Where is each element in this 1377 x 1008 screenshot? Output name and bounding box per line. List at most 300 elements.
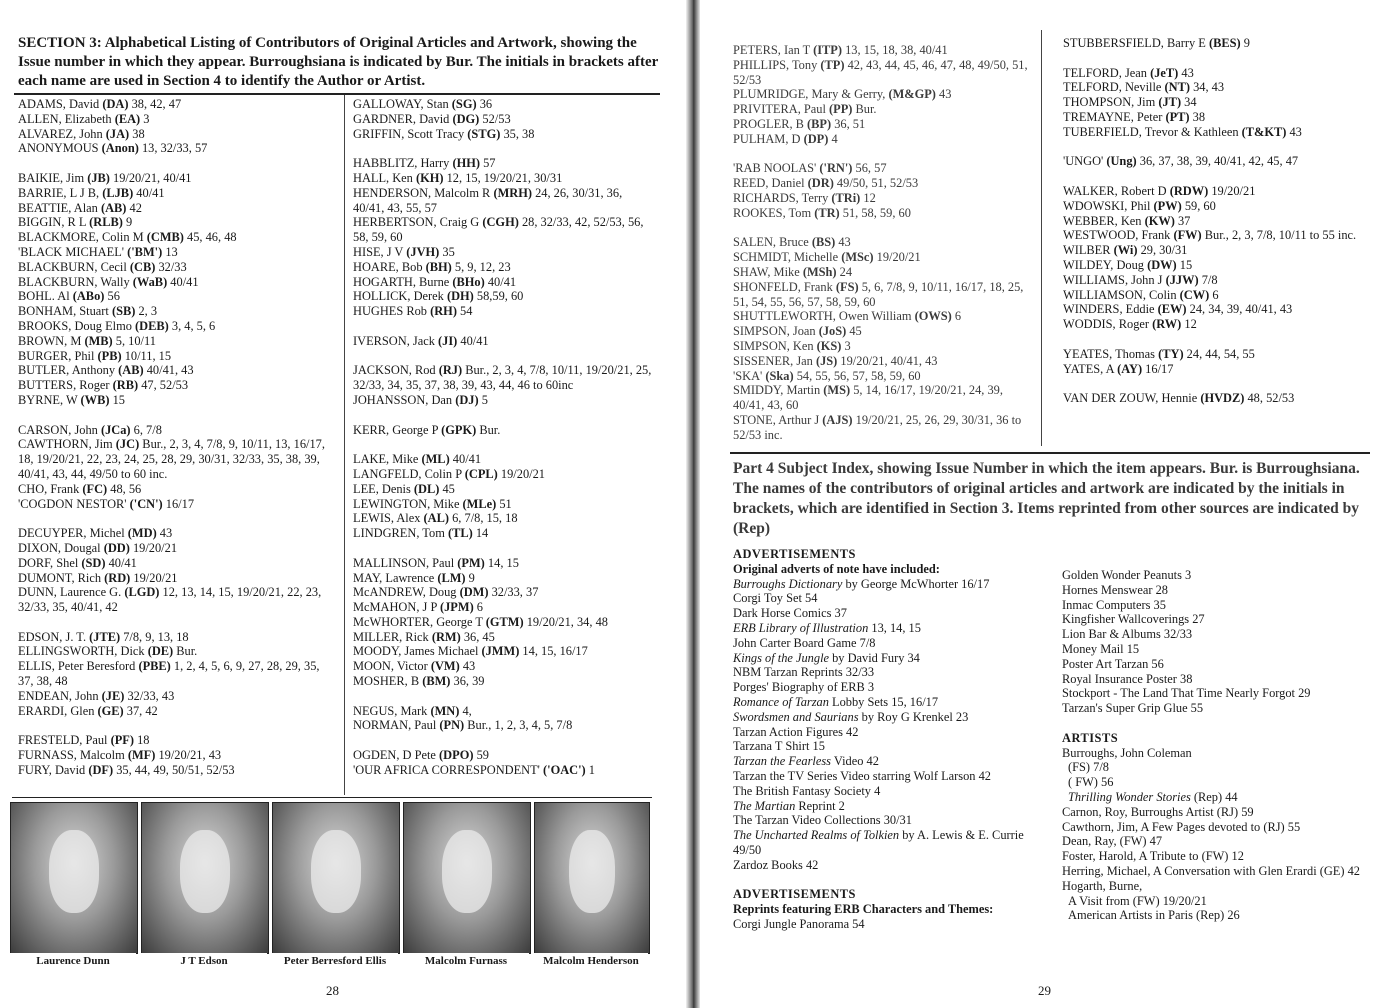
page-28 xyxy=(0,0,686,1008)
index-item-text: Money Mail 15 xyxy=(1062,641,1140,656)
index-item xyxy=(1062,760,1362,775)
contributor-entry xyxy=(1063,154,1363,169)
contributor-issues: 49/50, 51, 52/53 xyxy=(833,176,919,191)
contributor-name: HISE, J V xyxy=(353,244,407,259)
contributor-name: GRIFFIN, Scott Tracy xyxy=(353,126,468,141)
contributor-name: BUTLER, Anthony xyxy=(18,363,119,378)
contributor-entry xyxy=(733,117,1033,132)
contributor-issues: 6 xyxy=(1209,287,1219,302)
index-item xyxy=(733,725,1033,740)
contributor-name: WEBBER, Ken xyxy=(1063,213,1145,228)
contributor-entry xyxy=(18,112,336,127)
contributor-entry xyxy=(353,260,653,275)
contributor-entry xyxy=(18,630,336,645)
index-item-text: Cawthorn, Jim, A Few Pages devoted to (RJ) 55 xyxy=(1062,819,1301,834)
contributor-entry xyxy=(733,235,1033,250)
index-subheading: ADVERTISEMENTS xyxy=(733,887,856,902)
page-number: 28 xyxy=(326,983,339,998)
contributor-issues: 12 xyxy=(1181,317,1197,332)
spacer xyxy=(18,718,336,733)
contributor-issues: 40/41 xyxy=(457,333,489,348)
contributor-issues: 54 xyxy=(456,304,473,319)
index-item-text: by George McWhorter 16/17 xyxy=(842,576,990,591)
index-item-title: The Martian xyxy=(733,798,796,813)
contributor-name: LANGFELD, Colin P xyxy=(353,466,465,481)
contributor-entry xyxy=(18,186,336,201)
column-divider xyxy=(1041,30,1042,446)
spacer xyxy=(353,541,653,556)
index-item xyxy=(1062,642,1362,657)
contributor-entry xyxy=(18,245,336,260)
contributor-initials: (OWS) xyxy=(914,309,952,324)
contributor-initials: (CGH) xyxy=(482,215,519,230)
contributor-name: FURY, David xyxy=(18,762,89,777)
contributor-entry xyxy=(1063,243,1363,258)
contributor-initials: (BHo) xyxy=(452,274,485,289)
contributor-entry xyxy=(353,704,653,719)
contributor-entry xyxy=(733,191,1033,206)
contributor-initials: (CPL) xyxy=(464,466,498,481)
contributor-issues: 35 xyxy=(439,244,455,259)
contributor-initials: (PW) xyxy=(1153,198,1182,213)
contributor-entry xyxy=(353,674,653,689)
contributor-entry xyxy=(1063,288,1363,303)
contributor-entry xyxy=(18,482,336,497)
contributor-initials: (JA) xyxy=(105,126,130,141)
index-item xyxy=(733,917,1033,932)
contributor-entry xyxy=(1063,95,1363,110)
contributor-name: BROOKS, Doug Elmo xyxy=(18,318,136,333)
contributor-issues: 3 xyxy=(140,111,150,126)
contributor-issues: 42, 43, 44, 45, 46, 47, 48, 49/50, 51, 52/53 xyxy=(733,57,1028,87)
contributor-initials: (JE) xyxy=(101,688,125,703)
index-item xyxy=(1062,612,1362,627)
contributor-issues: Bur., 1, 2, 3, 4, 5, 7/8 xyxy=(464,718,573,733)
contributor-name: ALVAREZ, John xyxy=(18,126,106,141)
contributor-name: EDSON, J. T. xyxy=(18,629,90,644)
contributor-initials: (DF) xyxy=(88,762,114,777)
index-item-text: (FS) 7/8 xyxy=(1068,760,1109,775)
photo-jt-edson xyxy=(141,802,269,954)
contributor-entry xyxy=(18,704,336,719)
contributor-entry xyxy=(1063,273,1363,288)
contributor-entry xyxy=(353,186,653,216)
contributor-name: ROOKES, Tom xyxy=(733,205,815,220)
contributor-name: LEE, Denis xyxy=(353,481,414,496)
contributor-initials: (PN) xyxy=(439,718,465,733)
contributor-issues: 19/20/21, 34, 48 xyxy=(523,614,608,629)
contributor-entry xyxy=(353,718,653,733)
photo-malcolm-furnass xyxy=(403,802,531,954)
contributor-name: NORMAN, Paul xyxy=(353,718,440,733)
contributor-entry xyxy=(18,304,336,319)
contributor-initials: (JS) xyxy=(815,353,838,368)
contributor-initials: (SD) xyxy=(81,555,106,570)
contributor-issues: 19/20/21 xyxy=(1208,183,1256,198)
contributor-initials: (ITP) xyxy=(813,43,843,57)
contributor-name: YATES, A xyxy=(1063,361,1118,376)
contributor-initials: (BES) xyxy=(1208,36,1241,50)
contributor-entry xyxy=(18,289,336,304)
subject-index-column-1 xyxy=(733,547,1033,932)
contributor-issues: 7/8, 9, 13, 18 xyxy=(120,629,189,644)
contributor-entry xyxy=(353,112,653,127)
contributor-name: SIMPSON, Joan xyxy=(733,324,819,339)
contributor-initials: (JTE) xyxy=(89,629,121,644)
contributor-name: HOGARTH, Burne xyxy=(353,274,453,289)
index-item-text: Dark Horse Comics 37 xyxy=(733,606,847,621)
spacer xyxy=(733,147,1033,162)
contributor-initials: (RD) xyxy=(104,570,131,585)
contributor-initials: (MSc) xyxy=(841,250,874,265)
contributor-initials: (CB) xyxy=(129,259,156,274)
contributor-entry xyxy=(733,206,1033,221)
contributor-issues: 48, 52/53 xyxy=(1244,391,1295,406)
contributor-initials: (FC) xyxy=(82,481,108,496)
index-item xyxy=(733,739,1033,754)
contributor-initials: (MF) xyxy=(127,748,156,763)
contributor-initials: (MD) xyxy=(127,526,157,541)
contributor-initials: (Wi) xyxy=(1113,243,1138,258)
contributor-issues: 34, 43 xyxy=(1190,80,1225,95)
index-item xyxy=(733,577,1033,592)
contributor-issues: 5, 9, 12, 23 xyxy=(451,259,511,274)
contributor-name: JOHANSSON, Dan xyxy=(353,392,456,407)
contributor-issues: 32/33 xyxy=(155,259,187,274)
contributor-initials: (PT) xyxy=(1165,109,1190,124)
contributor-name: ADAMS, David xyxy=(18,97,103,111)
contributor-name: MAY, Lawrence xyxy=(353,570,438,585)
contributor-initials: (MS) xyxy=(823,383,851,398)
contributor-initials: (HH) xyxy=(452,156,480,171)
index-item xyxy=(1062,879,1362,894)
contributor-entry xyxy=(18,260,336,275)
spacer xyxy=(353,349,653,364)
contributor-name: TELFORD, Jean xyxy=(1063,65,1151,80)
contributor-initials: (SG) xyxy=(451,97,477,111)
contributor-initials: ('BM') xyxy=(127,244,163,259)
index-item xyxy=(733,799,1033,814)
index-item-text: Herring, Michael, A Conversation with Glen Erardi (GE) 42 xyxy=(1062,863,1360,878)
contributor-name: ENDEAN, John xyxy=(18,688,102,703)
contributor-initials: (DEB) xyxy=(135,318,169,333)
contributors-column-1 xyxy=(18,97,336,778)
index-item xyxy=(733,606,1033,621)
contributor-entry xyxy=(1063,125,1363,140)
contributor-name: WILDEY, Doug xyxy=(1063,257,1148,272)
spacer xyxy=(353,408,653,423)
contributor-name: CAWTHORN, Jim xyxy=(18,437,116,452)
contributor-entry xyxy=(353,497,653,512)
contributor-issues: 6, 7/8, 15, 18 xyxy=(449,511,518,526)
spacer xyxy=(1063,51,1363,66)
index-item-text: ( FW) 56 xyxy=(1068,775,1114,790)
contributor-entry xyxy=(353,245,653,260)
contributor-initials: (BS) xyxy=(811,235,836,250)
contributor-name: HUGHES Rob xyxy=(353,304,431,319)
index-subheading-note: Reprints featuring ERB Characters and Themes: xyxy=(733,902,994,917)
contributor-name: LEWINGTON, Mike xyxy=(353,496,463,511)
contributor-initials: (RW) xyxy=(1152,317,1182,332)
contributor-entry xyxy=(353,571,653,586)
contributor-issues: Bur. xyxy=(852,102,877,117)
index-item xyxy=(733,754,1033,769)
contributor-name: TUBERFIELD, Trevor & Kathleen xyxy=(1063,124,1242,139)
contributor-issues: 36, 45 xyxy=(460,629,495,644)
contributor-entry xyxy=(353,127,653,142)
contributor-initials: (DD) xyxy=(103,540,130,555)
contributor-name: LINDGREN, Tom xyxy=(353,526,448,541)
contributor-name: LAKE, Mike xyxy=(353,452,422,467)
contributor-initials: (JPM) xyxy=(439,600,474,615)
contributor-issues: 19/20/21 xyxy=(130,570,178,585)
contributor-entry xyxy=(18,275,336,290)
index-item-text: Poster Art Tarzan 56 xyxy=(1062,656,1164,671)
contributor-issues: 45, 46, 48 xyxy=(183,230,237,245)
contributor-initials: (JVH) xyxy=(406,244,440,259)
contributor-entry xyxy=(1063,214,1363,229)
contributor-initials: (PB) xyxy=(97,348,122,363)
contributor-initials: (JI) xyxy=(438,333,458,348)
contributor-entry xyxy=(353,748,653,763)
spacer xyxy=(733,221,1033,236)
contributor-entry xyxy=(1063,66,1363,81)
contributor-initials: (ML) xyxy=(421,452,450,467)
contributor-initials: (BM) xyxy=(422,674,451,689)
contributor-issues: 1, 2, 4, 5, 6, 9, 27, 28, 29, 35, 37, 38, 48 xyxy=(18,659,320,689)
subject-index-column-2 xyxy=(1062,568,1362,923)
contributor-entry xyxy=(733,58,1033,88)
contributor-name: HENDERSON, Malcolm R xyxy=(353,185,494,200)
index-item xyxy=(733,665,1033,680)
contributor-entry xyxy=(353,275,653,290)
index-item-title: Kings of the Jungle xyxy=(733,650,830,665)
index-item xyxy=(733,784,1033,799)
contributor-entry xyxy=(733,280,1033,310)
contributor-name: McMAHON, J P xyxy=(353,600,440,615)
contributor-name: 'RAB NOOLAS' xyxy=(733,161,820,176)
contributor-name: BOHL. Al xyxy=(18,289,73,304)
contributor-issues: 29, 30/31 xyxy=(1137,243,1188,258)
contributor-issues: 6 xyxy=(951,309,962,324)
contributor-name: MILLER, Rick xyxy=(353,629,432,644)
section-3-heading: SECTION 3: Alphabetical Listing of Contributors of Original Articles and Artwork, showing the Issue number in which they appear. Burroughsiana is indicated by Bur. The initials in brackets after each name are used in Section 4 to identify the Author or Artist. xyxy=(18,35,658,89)
contributor-entry xyxy=(18,763,336,778)
contributor-name: HOARE, Bob xyxy=(353,259,426,274)
contributor-entry xyxy=(733,354,1033,369)
contributor-entry xyxy=(18,585,336,615)
contributor-entry xyxy=(733,87,1033,102)
contributor-initials: (GPK) xyxy=(441,422,477,437)
contributor-name: SIMPSON, Ken xyxy=(733,338,817,353)
page-29 xyxy=(700,0,1377,1008)
index-item xyxy=(1062,568,1362,583)
contributor-initials: (MLe) xyxy=(462,496,497,511)
photo-peter-berresford-ellis xyxy=(272,802,400,954)
contributor-name: HABBLITZ, Harry xyxy=(353,156,453,171)
contributor-initials: (DH) xyxy=(446,289,474,304)
contributor-initials: (DPO) xyxy=(439,748,474,763)
contributor-entry xyxy=(18,659,336,689)
index-item-text: by A. Lewis & E. Currie 49/50 xyxy=(733,828,1024,857)
contributor-issues: Bur., 2, 3, 4, 7/8, 10/11, 19/20/21, 25, 32/33, 34, 35, 37, 38, 39, 43, 44, 46 to 60inc xyxy=(353,363,652,393)
contributor-entry xyxy=(353,393,653,408)
contributor-issues: 2, 3 xyxy=(135,304,158,319)
contributor-entry xyxy=(18,363,336,378)
contributor-entry xyxy=(1063,110,1363,125)
contributor-entry xyxy=(733,43,1033,58)
contributor-name: FURNASS, Malcolm xyxy=(18,748,128,763)
contributor-entry xyxy=(733,339,1033,354)
contributor-initials: (JC) xyxy=(115,437,140,452)
photos-rule xyxy=(12,797,652,798)
spacer xyxy=(1063,376,1363,391)
contributor-entry xyxy=(353,644,653,659)
contributor-initials: (JB) xyxy=(87,170,110,185)
contributor-name: WILLIAMS, John J xyxy=(1063,272,1166,287)
index-item xyxy=(1062,849,1362,864)
contributor-issues: 40/41 xyxy=(167,274,199,289)
contributor-entry xyxy=(18,230,336,245)
contributor-issues: 4 xyxy=(828,131,838,146)
contributor-issues: Bur. xyxy=(173,644,198,659)
contributor-issues: 40/41, 43 xyxy=(143,363,194,378)
contributor-name: BLACKMORE, Colin M xyxy=(18,230,147,245)
contributor-entry xyxy=(18,393,336,408)
index-item xyxy=(1062,805,1362,820)
contributor-initials: (PF) xyxy=(110,733,134,748)
contributor-name: BLACKBURN, Wally xyxy=(18,274,133,289)
contributor-issues: 43 xyxy=(835,235,851,250)
index-item xyxy=(733,651,1033,666)
index-item xyxy=(1062,657,1362,672)
contributor-entry xyxy=(1063,228,1363,243)
contributors-column-3 xyxy=(733,43,1033,443)
contributor-issues: 43 xyxy=(459,659,476,674)
index-item-text: Hornes Menswear 28 xyxy=(1062,582,1168,597)
contributor-entry xyxy=(733,265,1033,280)
index-item xyxy=(1062,834,1362,849)
contributor-initials: (RH) xyxy=(430,304,457,319)
contributor-initials: (DM) xyxy=(459,585,489,600)
contributor-initials: (MN) xyxy=(430,703,460,718)
index-subheading: ARTISTS xyxy=(1062,730,1119,745)
contributor-issues: 4, xyxy=(459,703,472,718)
contributor-name: PHILLIPS, Tony xyxy=(733,57,821,72)
contributor-initials: (CW) xyxy=(1179,287,1210,302)
contributor-name: ELLINGSWORTH, Dick xyxy=(18,644,148,659)
contributor-entry xyxy=(1063,362,1363,377)
contributor-entry xyxy=(353,615,653,630)
contributor-initials: (PM) xyxy=(457,555,485,570)
contributor-entry xyxy=(353,467,653,482)
contributor-issues: 38 xyxy=(129,126,145,141)
contributor-initials: (LJB) xyxy=(102,185,134,200)
contributor-initials: (RDW) xyxy=(1169,183,1209,198)
contributor-name: NEGUS, Mark xyxy=(353,703,431,718)
photo-caption: Peter Berresford Ellis xyxy=(272,953,398,970)
index-item-title: Romance of Tarzan xyxy=(733,694,829,709)
contributor-name: BURGER, Phil xyxy=(18,348,98,363)
contributor-name: STONE, Arthur J xyxy=(733,412,823,427)
contributor-issues: 32/33, 37 xyxy=(488,585,539,600)
contributor-issues: 3 xyxy=(841,338,851,353)
contributor-name: VAN DER ZOUW, Hennie xyxy=(1063,391,1201,406)
index-item-text: Lobby Sets 15, 16/17 xyxy=(828,694,939,709)
contributor-initials: (JoS) xyxy=(818,324,847,339)
contributor-entry xyxy=(353,156,653,171)
contributor-entry xyxy=(733,383,1033,413)
contributor-name: JACKSON, Rod xyxy=(353,363,439,378)
index-item-text: (Rep) 44 xyxy=(1190,789,1238,804)
contributor-entry xyxy=(1063,391,1363,406)
contributor-name: 'BLACK MICHAEL' xyxy=(18,244,128,259)
contributor-issues: 9 xyxy=(122,215,133,230)
contributor-initials: (DG) xyxy=(452,111,480,126)
contributor-initials: ('OAC') xyxy=(543,762,586,777)
contributor-initials: (RM) xyxy=(431,629,461,644)
contributor-issues: 19/20/21, 25, 26, 29, 30/31, 36 to 52/53 inc. xyxy=(733,412,1022,442)
spacer xyxy=(1063,332,1363,347)
contributors-column-4 xyxy=(1063,36,1363,406)
spacer xyxy=(353,689,653,704)
contributor-initials: (LM) xyxy=(437,570,466,585)
contributor-name: TELFORD, Neville xyxy=(1063,80,1165,95)
photo-caption: Malcolm Furnass xyxy=(403,953,529,970)
contributor-entry xyxy=(353,659,653,674)
index-item-text: Zardoz Books 42 xyxy=(733,857,819,872)
contributor-entry xyxy=(1063,317,1363,332)
contributor-name: ERARDI, Glen xyxy=(18,703,98,718)
contributor-issues: 43 xyxy=(935,87,952,102)
contributor-initials: (DW) xyxy=(1147,257,1177,272)
contributor-issues: 24, 26, 30/31, 36, 40/41, 43, 55, 57 xyxy=(353,185,623,215)
book-gutter xyxy=(686,0,700,1008)
contributor-initials: (SB) xyxy=(111,304,136,319)
contributor-issues: 54, 55, 56, 57, 58, 59, 60 xyxy=(793,368,921,383)
index-item xyxy=(1062,894,1362,909)
contributor-name: TREMAYNE, Peter xyxy=(1063,109,1166,124)
index-item-title: Swordsmen and Saurians xyxy=(733,709,859,724)
index-item-text: Hogarth, Burne, xyxy=(1062,878,1143,893)
contributor-issues: 12, 13, 14, 15, 19/20/21, 22, 23, 32/33, 35, 40/41, 42 xyxy=(18,585,322,615)
contributor-name: BYRNE, W xyxy=(18,392,81,407)
index-item xyxy=(1062,908,1362,923)
contributor-issues: 6, 7/8 xyxy=(130,422,162,437)
contributor-issues: 36 xyxy=(476,97,493,111)
index-item-text: Royal Insurance Poster 38 xyxy=(1062,671,1193,686)
index-item-text: NBM Tarzan Reprints 32/33 xyxy=(733,665,875,680)
contributor-issues: Bur. xyxy=(476,422,501,437)
contributor-name: DIXON, Dougal xyxy=(18,540,104,555)
contributor-initials: (JeT) xyxy=(1150,65,1179,80)
contributor-name: BUTTERS, Roger xyxy=(18,378,113,393)
photo-malcolm-henderson xyxy=(534,802,650,954)
contributor-initials: ('RN') xyxy=(819,161,853,176)
contributor-initials: (M&GP) xyxy=(888,87,936,102)
part4-rule xyxy=(730,452,1370,454)
contributor-initials: (EW) xyxy=(1157,302,1187,317)
contributor-name: SHAW, Mike xyxy=(733,264,803,279)
contributor-entry xyxy=(353,600,653,615)
contributor-issues: 16/17 xyxy=(162,496,195,511)
contributor-initials: (FS) xyxy=(835,279,859,294)
spacer xyxy=(353,141,653,156)
index-item-text: 13, 14, 15 xyxy=(868,620,921,635)
contributor-issues: 38 xyxy=(1189,109,1206,124)
contributor-issues: 5, 10/11 xyxy=(112,333,156,348)
contributor-initials: (DJ) xyxy=(455,392,479,407)
